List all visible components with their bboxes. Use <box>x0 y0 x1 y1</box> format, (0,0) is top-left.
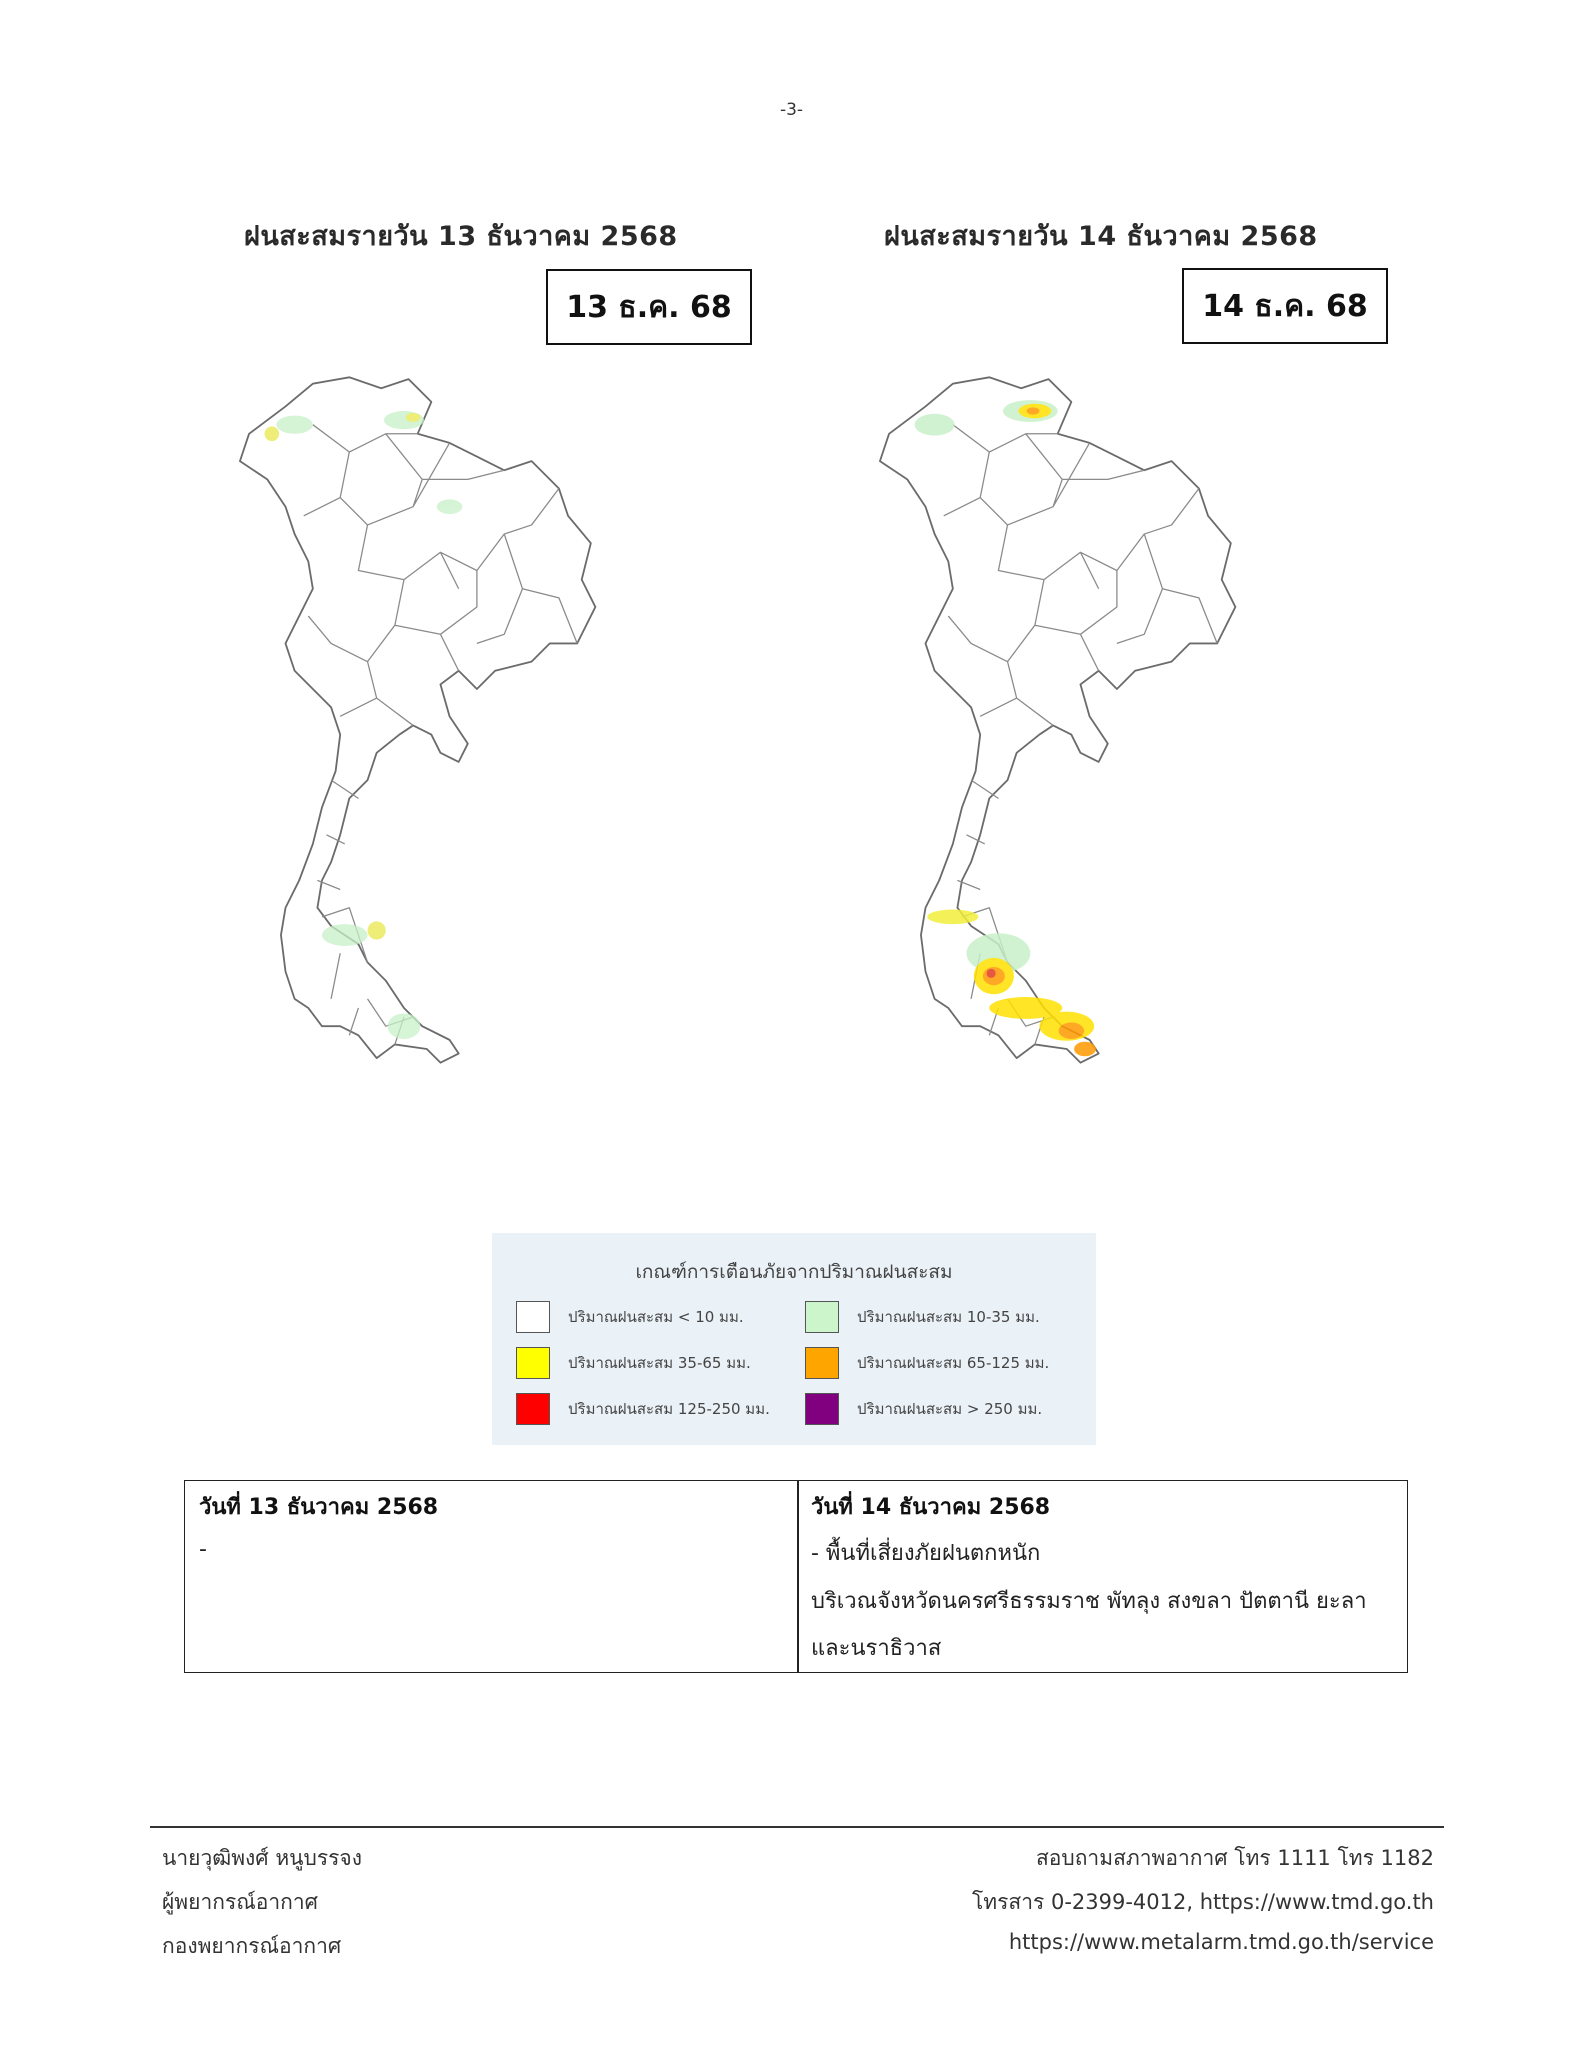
map-title-day-14: ฝนสะสมรายวัน 14 ธันวาคม 2568 <box>884 221 1318 252</box>
rainfall-map-day-13 <box>210 370 680 1090</box>
cell-line: และนราธิวาส <box>811 1636 942 1661</box>
legend-swatch <box>516 1393 550 1425</box>
legend-title: เกณฑ์การเตือนภัยจากปริมาณฝนสะสม <box>635 1261 953 1283</box>
cell-line: - พื้นที่เสี่ยงภัยฝนตกหนัก <box>811 1541 1041 1566</box>
legend-swatch <box>805 1301 839 1333</box>
footer-divider <box>150 1826 1444 1828</box>
table-divider <box>797 1481 799 1672</box>
date-box-day-13: 13 ธ.ค. 68 <box>546 269 752 345</box>
legend-label: ปริมาณฝนสะสม > 250 มม. <box>857 1400 1043 1418</box>
cell-line: บริเวณจังหวัดนครศรีธรรมราช พัทลุง สงขลา ปัตตานี ยะลา <box>811 1589 1367 1614</box>
legend-item-over-250 <box>805 1393 1042 1425</box>
legend-label: ปริมาณฝนสะสม < 10 มม. <box>568 1308 744 1326</box>
cell-heading: วันที่ 13 ธันวาคม 2568 <box>199 1495 439 1520</box>
legend-label: ปริมาณฝนสะสม 10-35 มม. <box>857 1308 1040 1326</box>
legend-item-65-125 <box>805 1347 1049 1379</box>
legend-item-10-35 <box>805 1301 1040 1333</box>
legend-swatch <box>516 1301 550 1333</box>
rainfall-legend <box>492 1233 1096 1445</box>
risk-area-table <box>184 1480 1408 1673</box>
legend-item-125-250 <box>516 1393 770 1425</box>
cell-line: - <box>199 1537 207 1562</box>
contact-metalarm-link[interactable]: https://www.metalarm.tmd.go.th/service <box>1008 1930 1434 1954</box>
map-title-day-13: ฝนสะสมรายวัน 13 ธันวาคม 2568 <box>244 221 678 252</box>
rainfall-map-day-14 <box>850 370 1320 1090</box>
forecaster-role: ผู้พยากรณ์อากาศ <box>162 1890 318 1914</box>
legend-item-under-10 <box>516 1301 744 1333</box>
forecaster-division: กองพยากรณ์อากาศ <box>162 1934 342 1958</box>
cell-heading: วันที่ 14 ธันวาคม 2568 <box>811 1495 1051 1520</box>
page-number: -3- <box>779 100 804 120</box>
table-cell-day-14 <box>811 1481 1401 1672</box>
legend-swatch <box>805 1393 839 1425</box>
legend-label: ปริมาณฝนสะสม 35-65 มม. <box>568 1354 751 1372</box>
forecaster-name: นายวุฒิพงศ์ หนูบรรจง <box>162 1846 362 1870</box>
legend-label: ปริมาณฝนสะสม 125-250 มม. <box>568 1400 770 1418</box>
legend-swatch <box>805 1347 839 1379</box>
table-cell-day-13 <box>199 1481 789 1672</box>
contact-phone: สอบถามสภาพอากาศ โทร 1111 โทร 1182 <box>1035 1846 1434 1870</box>
legend-swatch <box>516 1347 550 1379</box>
legend-label: ปริมาณฝนสะสม 65-125 มม. <box>857 1354 1050 1372</box>
date-box-day-14: 14 ธ.ค. 68 <box>1182 268 1388 344</box>
legend-item-35-65 <box>516 1347 751 1379</box>
contact-fax-website: โทรสาร 0-2399-4012, https://www.tmd.go.th <box>972 1890 1434 1914</box>
